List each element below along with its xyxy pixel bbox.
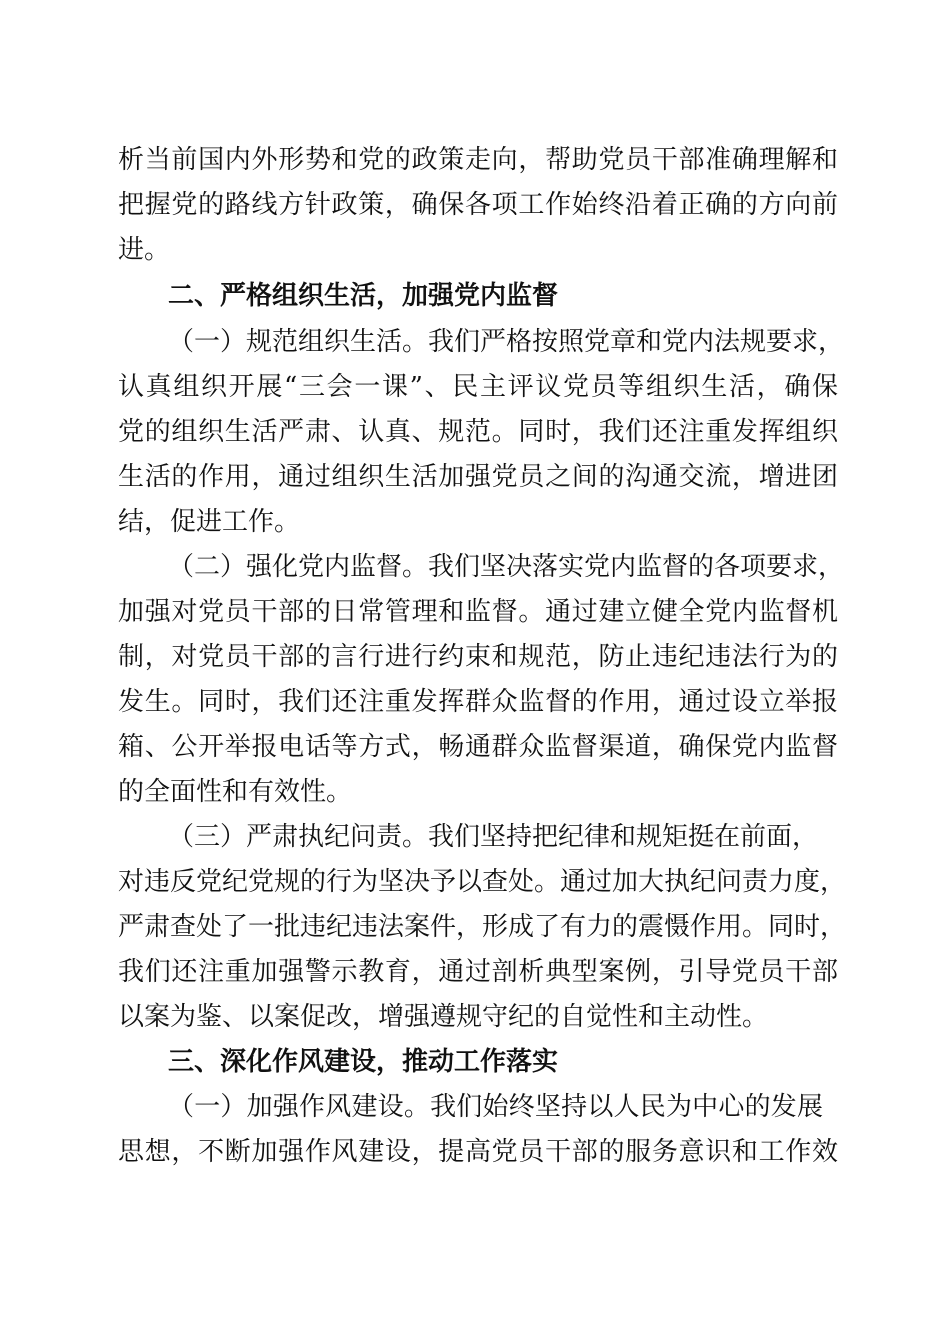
section-heading: 三、深化作风建设，推动工作落实 xyxy=(168,1047,559,1077)
paragraph-line: （一）加强作风建设。我们始终坚持以人民为中心的发展 xyxy=(168,1092,823,1122)
paragraph-line: 进。 xyxy=(118,235,171,265)
paragraph-line: 党的组织生活严肃、认真、规范。同时，我们还注重发挥组织 xyxy=(118,417,838,447)
paragraph-line: 严肃查处了一批违纪违法案件，形成了有力的震慑作用。同时， xyxy=(118,912,847,942)
paragraph-line: （三）严肃执纪问责。我们坚持把纪律和规矩挺在前面， xyxy=(168,822,819,852)
paragraph-line: 认真组织开展“三会一课”、民主评议党员等组织生活，确保 xyxy=(118,372,838,402)
paragraph-line: （二）强化党内监督。我们坚决落实党内监督的各项要求， xyxy=(168,552,845,582)
paragraph-line: 对违反党纪党规的行为坚决予以查处。通过加大执纪问责力度， xyxy=(118,867,847,897)
paragraph-line: 结，促进工作。 xyxy=(118,507,301,537)
paragraph-line: 的全面性和有效性。 xyxy=(118,777,353,807)
paragraph-line: 加强对党员干部的日常管理和监督。通过建立健全党内监督机 xyxy=(118,597,838,627)
paragraph-line: 把握党的路线方针政策，确保各项工作始终沿着正确的方向前 xyxy=(118,190,838,220)
paragraph-line: 箱、公开举报电话等方式，畅通群众监督渠道，确保党内监督 xyxy=(118,732,838,762)
paragraph-line: 思想，不断加强作风建设，提高党员干部的服务意识和工作效 xyxy=(118,1137,838,1167)
paragraph-line: 发生。同时，我们还注重发挥群众监督的作用，通过设立举报 xyxy=(118,687,838,717)
paragraph-line: 析当前国内外形势和党的政策走向，帮助党员干部准确理解和 xyxy=(118,145,838,175)
section-heading: 二、严格组织生活，加强党内监督 xyxy=(168,281,559,311)
paragraph-line: 我们还注重加强警示教育，通过剖析典型案例，引导党员干部 xyxy=(118,957,838,987)
paragraph-line: 制，对党员干部的言行进行约束和规范，防止违纪违法行为的 xyxy=(118,642,838,672)
paragraph-line: 生活的作用，通过组织生活加强党员之间的沟通交流，增进团 xyxy=(118,462,838,492)
paragraph-line: （一）规范组织生活。我们严格按照党章和党内法规要求， xyxy=(168,327,845,357)
paragraph-line: 以案为鉴、以案促改，增强遵规守纪的自觉性和主动性。 xyxy=(118,1002,769,1032)
